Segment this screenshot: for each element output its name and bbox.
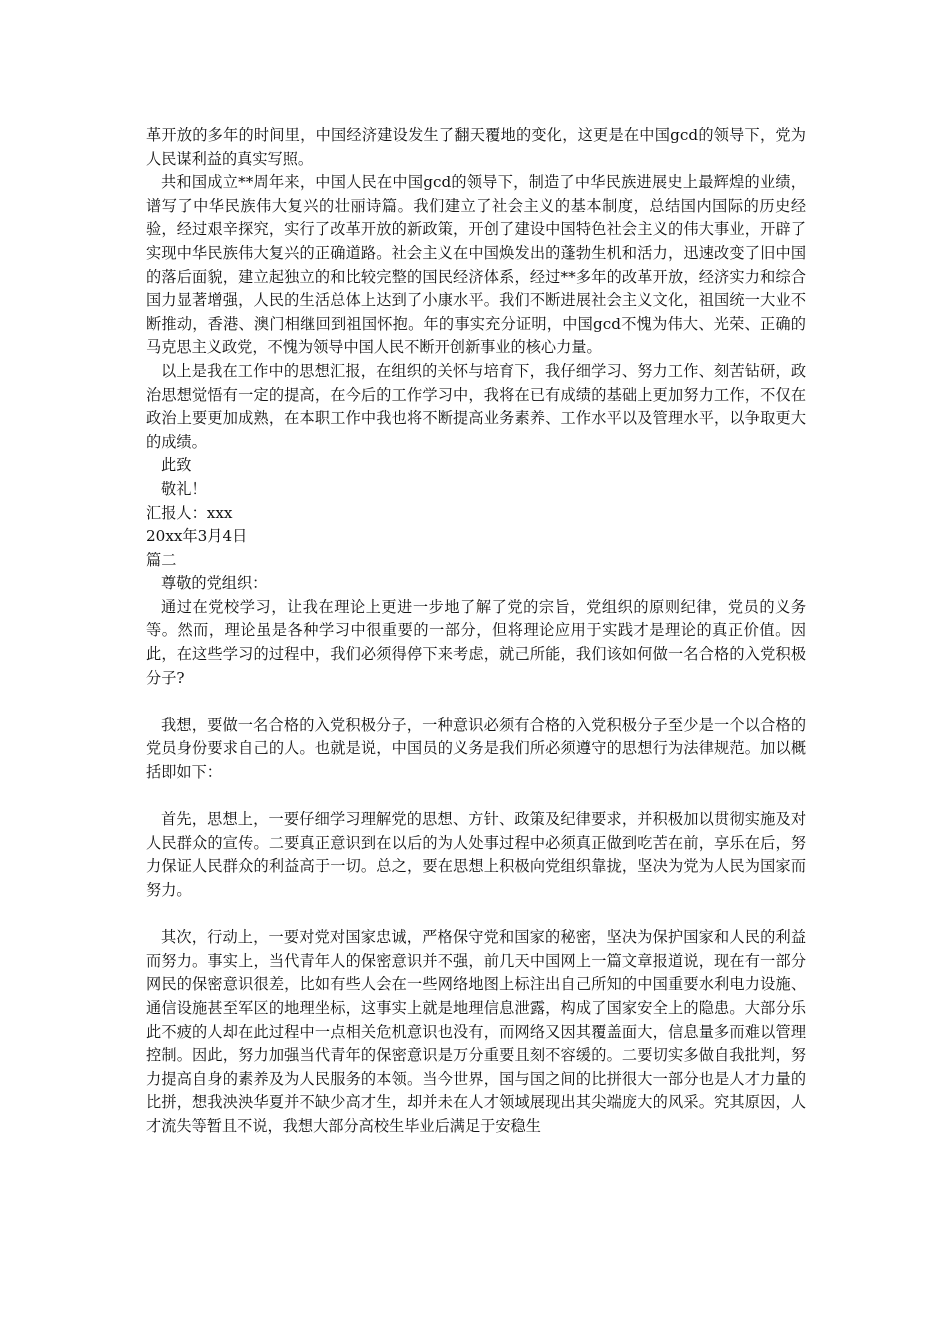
report-date: 20xx年3月4日 bbox=[146, 527, 248, 546]
paragraph-qualified-member: 我想，要做一名合格的入党积极分子，一种意识必须有合格的入党积极分子至少是一个以合格的党员身份要求自己的人。也就是说，中国员的义务是我们所必须遵守的思想行为法律规范。加以概括即如下： bbox=[146, 715, 806, 782]
paragraph-action: 其次，行动上，一要对党对国家忠诚，严格保守党和国家的秘密，坚决为保护国家和人民的利益而努力。事实上，当代青年人的保密意识并不强，前几天中国网上一篇文章报道说，现在有一部分网民的保密意识很差，比如有些人会在一些网络地图上标注出自己所知的中国重要水利电力设施、通信设施甚至军区的地理坐标，这事实上就是地理信息泄露，构成了国家安全上的隐患。大部分乐此不疲的人却在此过程中一点相关危机意识也没有，而网络又因其覆盖面大，信息量多而难以管理控制。因此，努力加强当代青年的保密意识是万分重要且刻不容缓的。二要切实多做自我批判，努力提高自身的素养及为人民服务的本领。当今世界，国与国之间的比拼很大一部分也是人才力量的比拼，想我泱泱华夏并不缺少高才生，却并未在人才领域展现出其尖端庞大的风采。究其原因，人才流失等暂且不说，我想大部分高校生毕业后满足于安稳生 bbox=[146, 928, 806, 1135]
blank-line bbox=[146, 690, 806, 714]
blank-line bbox=[146, 903, 806, 927]
paragraph-anniversary: 共和国成立**周年来，中国人民在中国gcd的领导下，制造了中华民族进展史上最辉煌的业绩，谱写了中华民族伟大复兴的壮丽诗篇。我们建立了社会主义的基本制度，总结国内国际的历史经验，经过艰辛探究，实行了改革开放的新政策，开创了建设中国特色社会主义的伟大事业，开辟了实现中华民族伟大复兴的正确道路。社会主义在中国焕发出的蓬勃生机和活力，迅速改变了旧中国的落后面貌，建立起独立的和比较完整的国民经济体系，经过**多年的改革开放，经济实力和综合国力显著增强，人民的生活总体上达到了小康水平。我们不断进展社会主义文化，祖国统一大业不断推动，香港、澳门相继回到祖国怀抱。年的事实充分证明，中国gcd不愧为伟大、光荣、正确的马克思主义政党，不愧为领导中国人民不断开创新事业的核心力量。 bbox=[146, 173, 806, 357]
paragraph-intro-continued: 革开放的多年的时间里，中国经济建设发生了翻天覆地的变化，这更是在中国gcd的领导下，党为人民谋利益的真实写照。 bbox=[146, 126, 806, 168]
closing-salutation: 此致 bbox=[161, 456, 192, 475]
letter-greeting: 尊敬的党组织： bbox=[161, 574, 268, 593]
document-page bbox=[146, 124, 806, 1139]
section-heading: 篇二 bbox=[146, 550, 177, 569]
paragraph-summary: 以上是我在工作中的思想汇报，在组织的关怀与培育下，我仔细学习、努力工作、刻苦钻研，政治思想觉悟有一定的提高，在今后的工作学习中，我将在已有成绩的基础上更加努力工作，不仅在政治上要更加成熟，在本职工作中我也将不断提高业务素养、工作水平以及管理水平，以争取更大的成绩。 bbox=[146, 361, 806, 451]
closing-respect: 敬礼！ bbox=[161, 479, 207, 498]
blank-line bbox=[146, 785, 806, 809]
paragraph-thought: 首先，思想上，一要仔细学习理解党的思想、方针、政策及纪律要求，并积极加以贯彻实施及对人民群众的宣传。二要真正意识到在以后的为人处事过程中必须真正做到吃苦在前，享乐在后，努力保证人民群众的利益高于一切。总之，要在思想上积极向党组织靠拢，坚决为党为人民为国家而努力。 bbox=[146, 810, 806, 899]
paragraph-party-school: 通过在党校学习，让我在理论上更进一步地了解了党的宗旨，党组织的原则纪律，党员的义务等。然而，理论虽是各种学习中很重要的一部分，但将理论应用于实践才是理论的真正价值。因此，在这些学习的过程中，我们必须得停下来考虑，就己所能，我们该如何做一名合格的入党积极分子? bbox=[146, 597, 806, 687]
reporter-signature: 汇报人：xxx bbox=[146, 503, 233, 522]
